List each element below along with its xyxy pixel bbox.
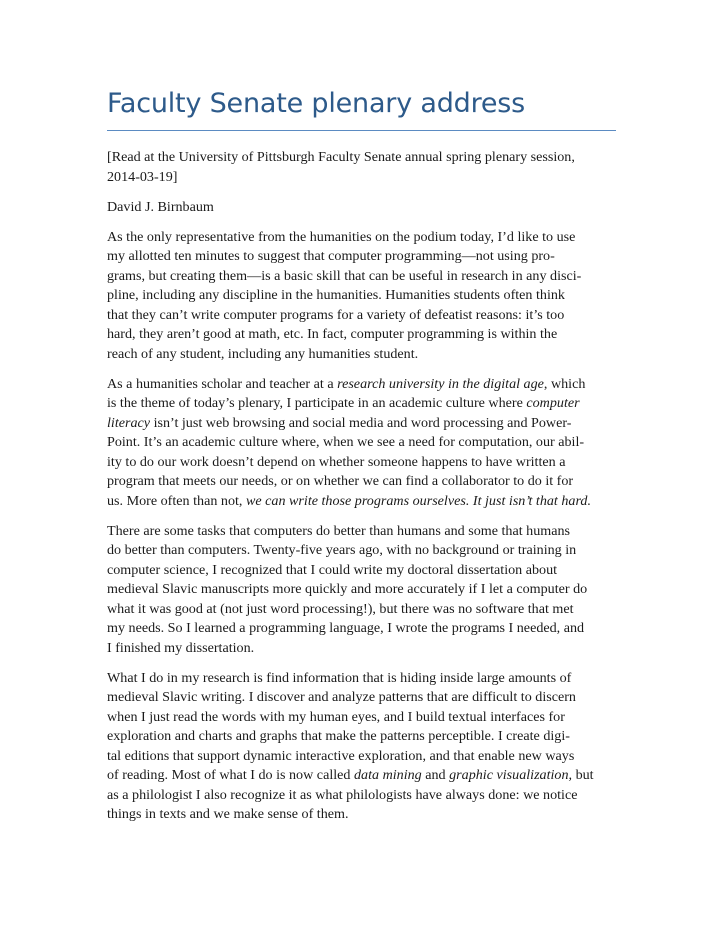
text-line: As the only representative from the humanities on the podium today, I’d like to use	[107, 228, 576, 245]
text-line: What I do in my research is find information that is hiding inside large amounts of	[107, 669, 572, 686]
paragraph-3	[107, 522, 619, 659]
text-run: is the theme of today’s plenary, I participate in an academic culture where	[107, 395, 527, 411]
text-line: I finished my dissertation.	[107, 639, 255, 656]
title-divider	[107, 130, 616, 131]
paragraph-1	[107, 228, 619, 365]
document-body	[107, 148, 619, 835]
text-run: but	[572, 767, 594, 783]
text-line: things in texts and we make sense of them.	[107, 806, 349, 822]
page-title: Faculty Senate plenary address	[107, 88, 526, 119]
text-line: ity to do our work doesn’t depend on whether someone happens to have written a	[107, 453, 566, 470]
text-line: my needs. So I learned a programming language, I wrote the programs I needed, and	[107, 620, 585, 636]
emphasis-text: data mining	[353, 767, 422, 783]
text-line: as a philologist I also recognize it as what philologists have always done: we notice	[107, 786, 578, 803]
text-line: computer science, I recognized that I could write my doctoral dissertation about	[107, 561, 558, 578]
text-line: tal editions that support dynamic interactive exploration, and that enable new ways	[107, 747, 575, 764]
text-line: exploration and charts and graphs that make the patterns perceptible. I create digi-	[107, 728, 570, 744]
text-line: medieval Slavic manuscripts more quickly and more accurately if I let a computer do	[107, 581, 588, 597]
text-run: and	[421, 767, 450, 783]
text-run: us. More often than not,	[107, 492, 246, 509]
text-line: There are some tasks that computers do better than humans and some that humans	[107, 522, 571, 539]
text-line: [Read at the University of Pittsburgh Faculty Senate annual spring plenary session,	[107, 149, 575, 165]
emphasis-text: research university in the digital age	[337, 375, 544, 392]
text-run: As a humanities scholar and teacher at a	[107, 375, 338, 392]
emphasis-text: graphic visualization,	[449, 767, 573, 783]
reading-note	[107, 148, 619, 187]
text-line: Point. It’s an academic culture where, when we see a need for computation, our abil-	[107, 434, 585, 450]
text-line: 2014-03-19]	[107, 168, 178, 185]
author-line: David J. Birnbaum	[107, 198, 214, 215]
text-line: program that meets our needs, or on whether we can find a collaborator to do it for	[107, 473, 574, 489]
text-line: what it was good at (not just word processing!), but there was no software that met	[107, 600, 574, 617]
text-line: do better than computers. Twenty-five years ago, with no background or training in	[107, 542, 577, 558]
text-line: hard, they aren’t good at math, etc. In fact, computer programming is within the	[107, 326, 558, 342]
text-line: when I just read the words with my human eyes, and I build textual interfaces for	[107, 708, 565, 725]
emphasis-text: literacy	[107, 414, 151, 431]
text-line: pline, including any discipline in the humanities. Humanities students often think	[107, 287, 565, 303]
text-run: isn’t just web browsing and social media and word processing and Power-	[150, 414, 572, 431]
text-line: grams, but creating them—is a basic skill that can be useful in research in any disci-	[107, 267, 582, 284]
text-line	[107, 375, 619, 395]
text-line: reach of any student, including any humanities student.	[107, 345, 419, 362]
text-line	[107, 492, 619, 512]
paragraph-2	[107, 375, 619, 512]
text-run: of reading. Most of what I do is now called	[107, 767, 354, 783]
text-line: that they can’t write computer programs for a variety of defeatist reasons: it’s too	[107, 306, 565, 323]
author-name	[107, 198, 619, 218]
emphasis-text: computer	[526, 395, 580, 411]
paragraph-4	[107, 669, 619, 825]
text-line: medieval Slavic writing. I discover and analyze patterns that are difficult to discern	[107, 689, 576, 705]
text-line	[107, 414, 619, 434]
emphasis-text: we can write those programs ourselves. It just isn’t that hard.	[245, 492, 591, 509]
text-line: my allotted ten minutes to suggest that computer programming—not using pro-	[107, 248, 555, 264]
text-run: , which	[543, 375, 586, 392]
text-line	[107, 766, 619, 786]
text-line	[107, 394, 619, 414]
